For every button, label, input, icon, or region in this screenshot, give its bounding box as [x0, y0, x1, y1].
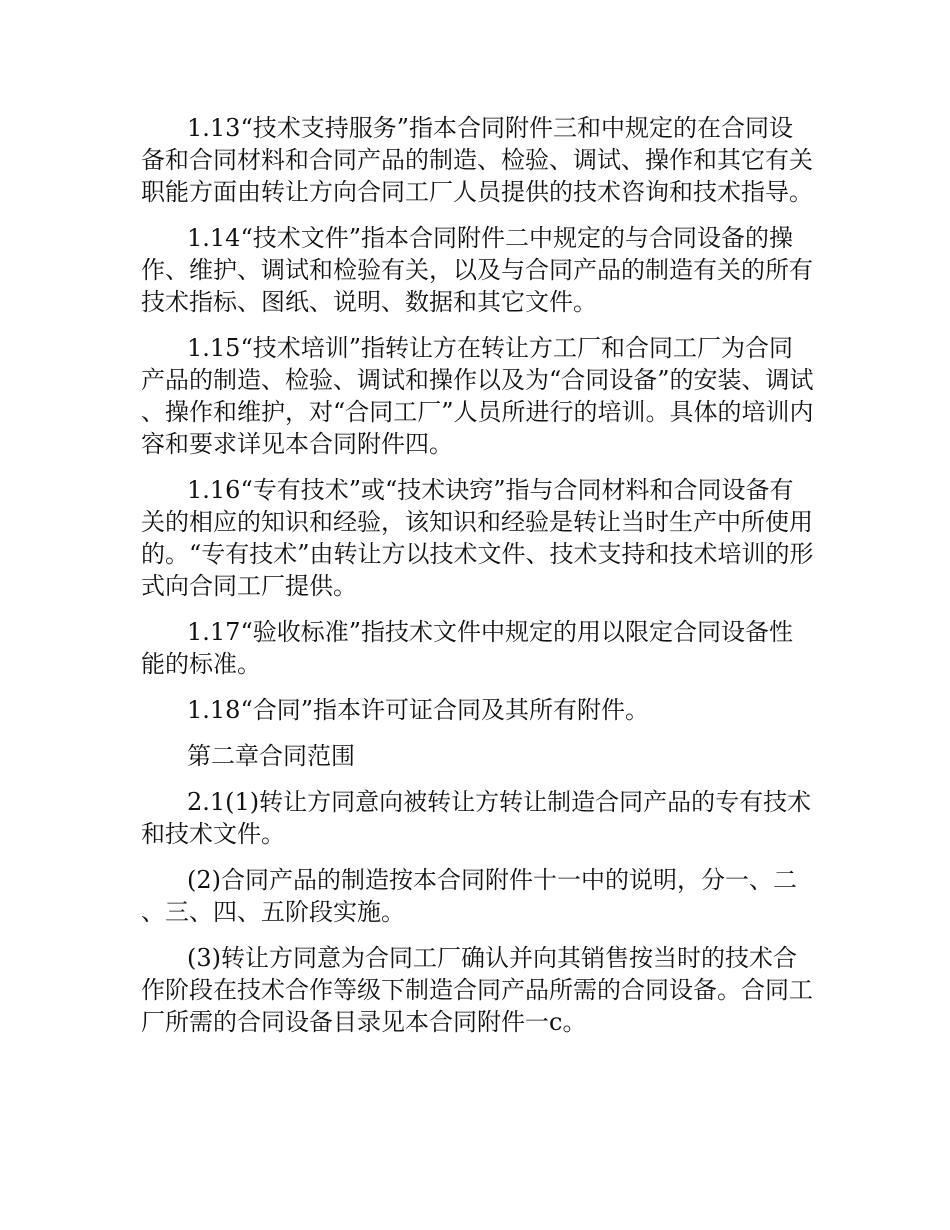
clause-1-13: 1.13“技术支持服务”指本合同附件三和中规定的在合同设备和合同材料和合同产品的制造、检验、调试、操作和其它有关职能方面由转让方向合同工厂人员提供的技术咨询和技术指导。 [141, 114, 813, 206]
clause-2-1-3: (3)转让方同意为合同工厂确认并向其销售按当时的技术合作阶段在技术合作等级下制造合同产品所需的合同设备。合同工厂所需的合同设备目录见本合同附件一c。 [141, 944, 813, 1036]
clause-1-18: 1.18“合同”指本许可证合同及其所有附件。 [187, 696, 649, 724]
clause-1-16: 1.16“专有技术”或“技术诀窍”指与合同材料和合同设备有关的相应的知识和经验，该知识和经验是转让当时生产中所使用的。“专有技术”由转让方以技术文件、技术支持和技术培训的形式向合同工厂提供。 [141, 476, 814, 600]
clause-2-1-1: 2.1(1)转让方同意向被转让方转让制造合同产品的专有技术和技术文件。 [141, 788, 812, 848]
document-body [141, 112, 815, 1052]
clause-1-14: 1.14“技术文件”指本合同附件二中规定的与合同设备的操作、维护、调试和检验有关，以及与合同产品的制造有关的所有技术指标、图纸、说明、数据和其它文件。 [141, 224, 813, 316]
clause-1-17: 1.17“验收标准”指技术文件中规定的用以限定合同设备性能的标准。 [141, 618, 793, 678]
clause-1-15: 1.15“技术培训”指转让方在转让方工厂和合同工厂为合同产品的制造、检验、调试和操作以及为“合同设备”的安装、调试、操作和维护，对“合同工厂”人员所进行的培训。具体的培训内容和要求详见本合同附件四。 [141, 334, 814, 458]
chapter-2-heading: 第二章合同范围 [187, 742, 355, 770]
clause-2-1-2: (2)合同产品的制造按本合同附件十一中的说明，分一、二、三、四、五阶段实施。 [141, 866, 797, 926]
